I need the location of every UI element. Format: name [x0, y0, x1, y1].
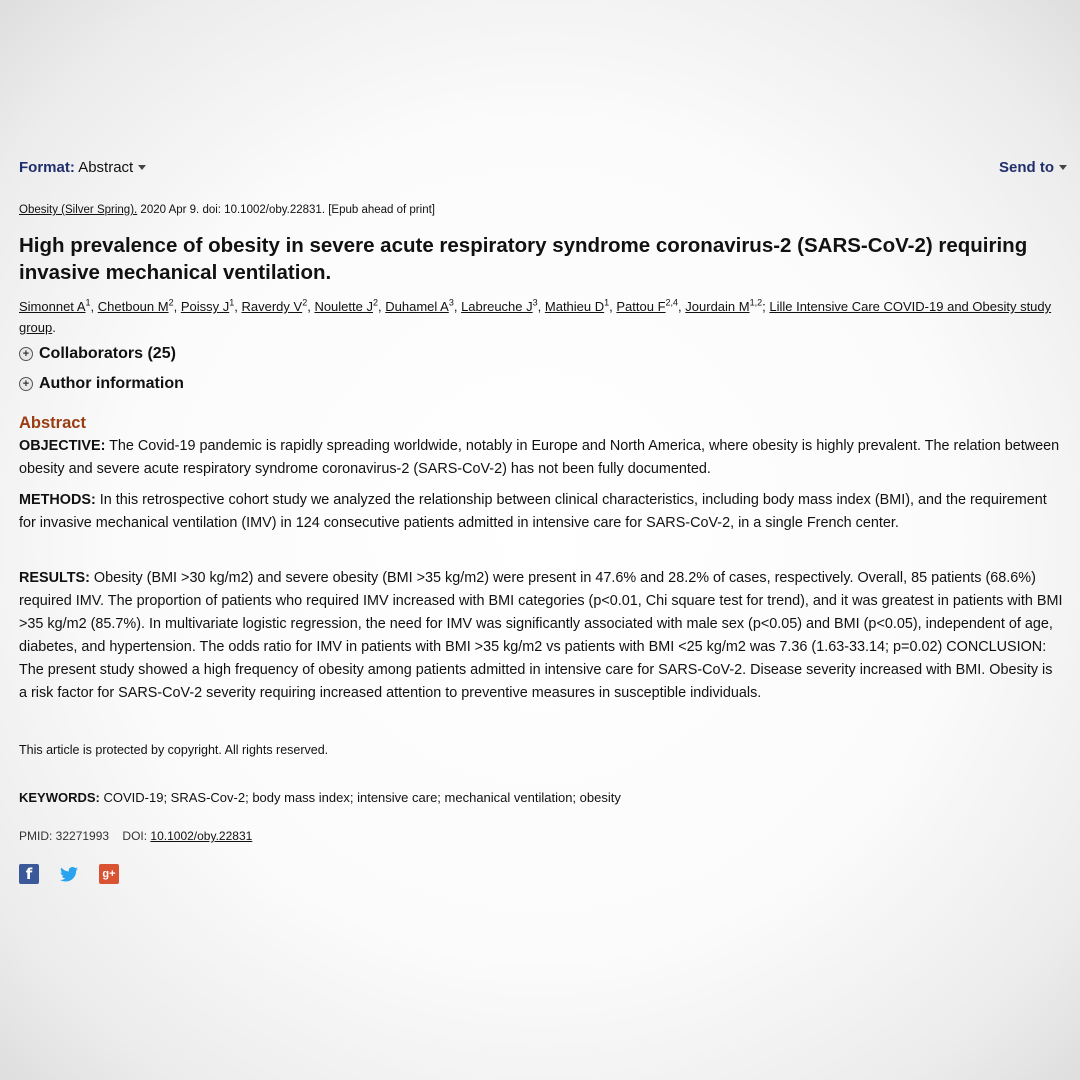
objective-text: The Covid-19 pandemic is rapidly spreading worldwide, notably in Europe and North America, where obesity is highly prevalent. The relation between obesity and severe acute respiratory syndrome coronavirus-2 (SARS-CoV-2) has not been fully documented.	[19, 438, 1060, 477]
send-to-label: Send to	[999, 158, 1054, 176]
journal-link[interactable]: Obesity (Silver Spring).	[19, 204, 138, 216]
collaborators-label: Collaborators (25)	[39, 345, 176, 362]
author-link[interactable]: Jourdain M	[685, 299, 750, 314]
author-information-label: Author information	[39, 375, 184, 392]
doi-link[interactable]: 10.1002/oby.22831	[150, 829, 253, 843]
citation-line	[19, 204, 435, 216]
affiliation-number: 2	[302, 297, 308, 308]
methods-text: In this retrospective cohort study we analyzed the relationship between clinical characteristics, including body mass index (BMI), and the requirement for invasive mechanical ventilation (IMV) in 124 consecutive patients admitted in intensive care for SARS-CoV-2, in a single French center.	[19, 492, 1047, 531]
facebook-icon[interactable]: f	[19, 864, 39, 884]
author-information-toggle[interactable]	[19, 375, 184, 393]
citation-details: 2020 Apr 9. doi: 10.1002/oby.22831. [Epub ahead of print]	[137, 204, 435, 216]
format-selector[interactable]	[19, 159, 146, 176]
twitter-icon[interactable]	[59, 864, 79, 884]
author-link[interactable]: Labreuche J	[461, 299, 533, 314]
author-link[interactable]: Raverdy V	[241, 299, 303, 314]
expand-plus-icon: +	[19, 347, 33, 361]
expand-plus-icon: +	[19, 377, 33, 391]
author-list: Simonnet $A^1$, Chetboun $M^2$, Poissy $J^1$, Raverdy $V^2$, Noulette $J^2$, Duhamel $A^3$, Labreuche $J^3$, Mathieu $D^1$, Pattou F$^{2,4}$, Jourdain M$^{1,2}$; Lille Intensive Care COVID-19 and Obesity study group.	[19, 297, 1052, 335]
author-link[interactable]: Pattou F	[616, 299, 666, 314]
affiliation-number: 2	[168, 297, 174, 308]
pmid: PMID: 32271993	[19, 829, 110, 843]
author-link[interactable]: Chetboun M	[97, 299, 169, 314]
results-paragraph	[19, 567, 1064, 705]
affiliation-number: 3	[448, 297, 454, 308]
author-link[interactable]: Poissy J	[180, 299, 230, 314]
affiliation-number: 1	[604, 297, 610, 308]
affiliation-number: 1,2	[749, 297, 763, 308]
article-ids	[19, 829, 252, 843]
author-link[interactable]: Duhamel A	[385, 299, 449, 314]
methods-label: METHODS:	[19, 492, 96, 508]
results-label: RESULTS:	[19, 570, 90, 586]
copyright-notice: This article is protected by copyright. All rights reserved.	[19, 743, 329, 757]
article-title: High prevalence of obesity in severe acute respiratory syndrome coronavirus-2 (SARS-CoV-2) requiring invasive mechanical ventilation.	[19, 234, 1028, 284]
doi-label: DOI:	[122, 829, 151, 843]
social-share-bar	[19, 864, 119, 884]
chevron-down-icon	[138, 165, 146, 170]
affiliation-number: 1	[229, 297, 235, 308]
keywords-line	[19, 790, 621, 805]
objective-label: OBJECTIVE:	[19, 438, 106, 454]
toolbar	[19, 157, 1067, 177]
format-label: Format:	[19, 158, 75, 176]
results-text: Obesity (BMI >30 kg/m2) and severe obesity (BMI >35 kg/m2) were present in 47.6% and 28.2% of cases, respectively. Overall, 85 patients (68.6%) required IMV. The proportion of patients who required IMV increased with BMI categories (p<0.01, Chi square test for trend), and it was greatest in patients with BMI >35 kg/m2 (85.7%). In multivariate logistic regression, the need for IMV was significantly associated with male sex (p<0.05) and BMI (p<0.05), independent of age, diabetes, and hypertension. The odds ratio for IMV in patients with BMI >35 kg/m2 vs patients with BMI <25 kg/m2 was 7.36 (1.63-33.14; p=0.02) CONCLUSION: The present study showed a high frequency of obesity among patients admitted in intensive care for SARS-CoV-2. Disease severity increased with BMI. Obesity is a risk factor for SARS-CoV-2 severity requiring increased attention to preventive measures in susceptible individuals.	[19, 570, 1063, 701]
abstract-heading: Abstract	[19, 414, 86, 432]
keywords-label: KEYWORDS:	[19, 790, 100, 805]
affiliation-number: 2,4	[665, 297, 679, 308]
objective-paragraph	[19, 435, 1064, 481]
author-link[interactable]: Mathieu D	[544, 299, 605, 314]
author-link[interactable]: Noulette J	[314, 299, 373, 314]
affiliation-number: 2	[372, 297, 378, 308]
chevron-down-icon	[1059, 165, 1067, 170]
format-value: Abstract	[78, 158, 134, 176]
group-author-link[interactable]: Lille Intensive Care COVID-19 and Obesity study group	[19, 299, 1052, 335]
affiliation-number: 3	[532, 297, 538, 308]
collaborators-toggle[interactable]	[19, 345, 176, 363]
send-to-menu[interactable]	[999, 159, 1067, 176]
google-plus-icon[interactable]: g+	[99, 864, 119, 884]
author-link[interactable]: Simonnet A	[19, 299, 86, 314]
affiliation-number: 1	[85, 297, 91, 308]
keywords-text: COVID-19; SRAS-Cov-2; body mass index; intensive care; mechanical ventilation; obesity	[99, 790, 621, 805]
methods-paragraph	[19, 489, 1064, 535]
